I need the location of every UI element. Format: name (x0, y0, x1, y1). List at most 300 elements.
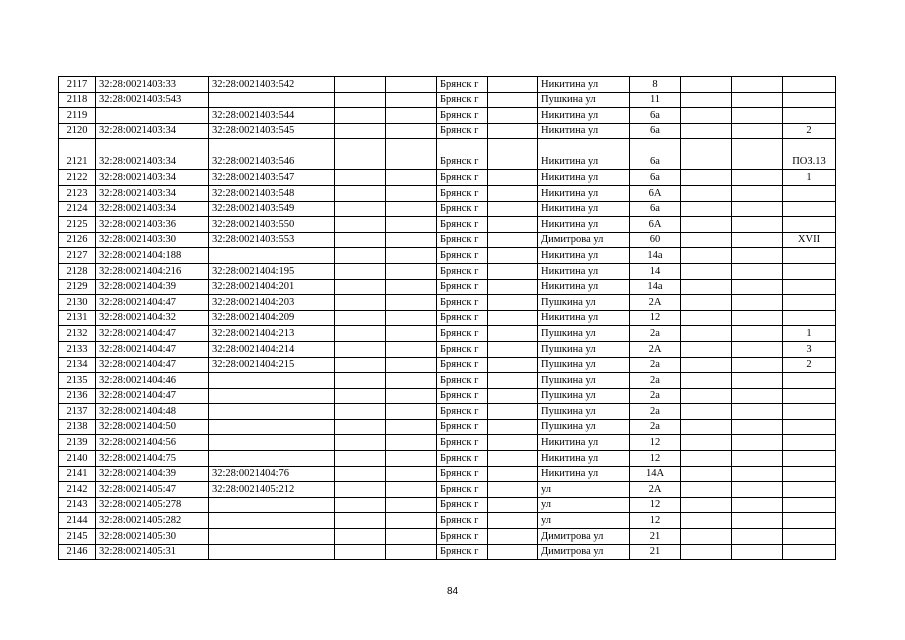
table-row (59, 170, 836, 186)
cell-cadastral-number: 32:28:0021403:543 (96, 92, 209, 108)
cell-cadastral-number: 32:28:0021404:48 (96, 404, 209, 420)
cell-object-number (209, 497, 335, 513)
cell-col-10 (681, 388, 732, 404)
cell-city: Брянск г (437, 77, 488, 93)
cell-col-7 (488, 357, 538, 373)
cell-col-4 (335, 139, 386, 170)
cell-col-5 (386, 529, 437, 545)
cell-apartment (783, 92, 836, 108)
cell-col-5 (386, 201, 437, 217)
cell-col-7 (488, 310, 538, 326)
cell-object-number: 32:28:0021403:553 (209, 232, 335, 248)
cell-col-10 (681, 357, 732, 373)
cell-col-5 (386, 77, 437, 93)
cell-city: Брянск г (437, 248, 488, 264)
cell-house-number: 12 (630, 451, 681, 467)
table-row (59, 388, 836, 404)
cell-col-5 (386, 544, 437, 560)
cell-house-number: 2А (630, 341, 681, 357)
cell-cadastral-number: 32:28:0021404:32 (96, 310, 209, 326)
cell-col-10 (681, 279, 732, 295)
cell-house-number: 11 (630, 92, 681, 108)
cell-col-5 (386, 108, 437, 124)
cell-row-number: 2121 (59, 139, 96, 170)
cell-col-7 (488, 451, 538, 467)
cell-city: Брянск г (437, 497, 488, 513)
cell-col-4 (335, 77, 386, 93)
cell-col-10 (681, 326, 732, 342)
cell-street: Никитина ул (538, 170, 630, 186)
cell-street: Никитина ул (538, 263, 630, 279)
cell-street: Никитина ул (538, 435, 630, 451)
cell-row-number: 2145 (59, 529, 96, 545)
cell-object-number (209, 419, 335, 435)
cell-col-10 (681, 139, 732, 170)
cell-row-number: 2132 (59, 326, 96, 342)
cell-col-10 (681, 435, 732, 451)
cell-apartment (783, 263, 836, 279)
cell-object-number (209, 544, 335, 560)
cell-col-4 (335, 451, 386, 467)
cell-apartment (783, 185, 836, 201)
cell-col-7 (488, 404, 538, 420)
cell-house-number: 14а (630, 248, 681, 264)
cell-col-7 (488, 388, 538, 404)
cell-city: Брянск г (437, 513, 488, 529)
cell-col-10 (681, 404, 732, 420)
cell-apartment (783, 419, 836, 435)
cell-object-number: 32:28:0021403:548 (209, 185, 335, 201)
cell-col-5 (386, 466, 437, 482)
cell-apartment (783, 295, 836, 311)
cell-city: Брянск г (437, 279, 488, 295)
cell-apartment (783, 404, 836, 420)
cell-col-4 (335, 248, 386, 264)
table-row (59, 279, 836, 295)
cell-col-10 (681, 77, 732, 93)
cell-city: Брянск г (437, 295, 488, 311)
cell-street: ул (538, 497, 630, 513)
cell-object-number (209, 529, 335, 545)
cell-row-number: 2140 (59, 451, 96, 467)
cell-house-number: 6а (630, 201, 681, 217)
cell-apartment (783, 201, 836, 217)
cell-row-number: 2127 (59, 248, 96, 264)
cell-city: Брянск г (437, 435, 488, 451)
cell-street: Димитрова ул (538, 529, 630, 545)
cell-house-number: 2а (630, 373, 681, 389)
cell-col-5 (386, 123, 437, 139)
cell-cadastral-number: 32:28:0021403:34 (96, 139, 209, 170)
cell-row-number: 2129 (59, 279, 96, 295)
cell-col-10 (681, 123, 732, 139)
cell-object-number: 32:28:0021403:545 (209, 123, 335, 139)
cell-col-11 (732, 513, 783, 529)
cell-city: Брянск г (437, 341, 488, 357)
cell-cadastral-number: 32:28:0021403:33 (96, 77, 209, 93)
cell-city: Брянск г (437, 201, 488, 217)
table-row (59, 435, 836, 451)
cell-object-number (209, 373, 335, 389)
table-row (59, 248, 836, 264)
cell-apartment (783, 451, 836, 467)
table-row (59, 357, 836, 373)
table-row (59, 232, 836, 248)
cell-house-number: 2А (630, 482, 681, 498)
cell-city: Брянск г (437, 123, 488, 139)
table-row (59, 77, 836, 93)
cell-col-5 (386, 170, 437, 186)
cell-object-number: 32:28:0021404:195 (209, 263, 335, 279)
cell-object-number (209, 92, 335, 108)
cell-row-number: 2141 (59, 466, 96, 482)
cell-cadastral-number: 32:28:0021403:34 (96, 185, 209, 201)
cell-col-11 (732, 279, 783, 295)
cell-street: Пушкина ул (538, 341, 630, 357)
table-row (59, 497, 836, 513)
cell-city: Брянск г (437, 232, 488, 248)
cell-col-11 (732, 123, 783, 139)
cell-street: Пушкина ул (538, 295, 630, 311)
cell-col-7 (488, 92, 538, 108)
cell-col-10 (681, 108, 732, 124)
cell-col-10 (681, 185, 732, 201)
cell-col-7 (488, 263, 538, 279)
cell-col-10 (681, 263, 732, 279)
cell-col-11 (732, 451, 783, 467)
cell-object-number: 32:28:0021404:215 (209, 357, 335, 373)
cell-col-7 (488, 466, 538, 482)
cell-col-10 (681, 201, 732, 217)
cell-apartment: 1 (783, 326, 836, 342)
cell-object-number (209, 435, 335, 451)
cell-street: Никитина ул (538, 248, 630, 264)
cell-house-number: 21 (630, 529, 681, 545)
cell-house-number: 6А (630, 185, 681, 201)
cell-col-11 (732, 341, 783, 357)
cell-row-number: 2143 (59, 497, 96, 513)
cell-street: Никитина ул (538, 217, 630, 233)
cell-cadastral-number: 32:28:0021404:188 (96, 248, 209, 264)
cell-city: Брянск г (437, 404, 488, 420)
cell-city: Брянск г (437, 185, 488, 201)
cell-object-number: 32:28:0021404:76 (209, 466, 335, 482)
cell-col-10 (681, 310, 732, 326)
cell-apartment (783, 466, 836, 482)
table-row (59, 201, 836, 217)
cell-house-number: 12 (630, 310, 681, 326)
cell-street: Никитина ул (538, 466, 630, 482)
cell-row-number: 2138 (59, 419, 96, 435)
cell-col-5 (386, 357, 437, 373)
cell-col-7 (488, 108, 538, 124)
cell-col-4 (335, 232, 386, 248)
cell-row-number: 2117 (59, 77, 96, 93)
cell-city: Брянск г (437, 263, 488, 279)
cell-col-10 (681, 419, 732, 435)
cell-col-5 (386, 373, 437, 389)
cell-object-number: 32:28:0021403:549 (209, 201, 335, 217)
cell-col-5 (386, 232, 437, 248)
table-row (59, 451, 836, 467)
cell-object-number: 32:28:0021404:203 (209, 295, 335, 311)
cell-street: Пушкина ул (538, 326, 630, 342)
cell-apartment (783, 544, 836, 560)
cell-street: Пушкина ул (538, 357, 630, 373)
cell-cadastral-number: 32:28:0021404:47 (96, 326, 209, 342)
cell-house-number: 14 (630, 263, 681, 279)
cell-col-4 (335, 92, 386, 108)
cell-row-number: 2123 (59, 185, 96, 201)
cell-city: Брянск г (437, 388, 488, 404)
cell-col-5 (386, 248, 437, 264)
cell-city: Брянск г (437, 482, 488, 498)
cell-col-7 (488, 185, 538, 201)
cell-col-4 (335, 217, 386, 233)
cell-cadastral-number: 32:28:0021404:50 (96, 419, 209, 435)
cell-col-5 (386, 326, 437, 342)
cell-col-4 (335, 310, 386, 326)
cell-house-number: 2а (630, 357, 681, 373)
table-row (59, 185, 836, 201)
cell-col-4 (335, 466, 386, 482)
cell-col-5 (386, 482, 437, 498)
cell-apartment: 3 (783, 341, 836, 357)
cell-house-number: 14А (630, 466, 681, 482)
cell-house-number: 12 (630, 435, 681, 451)
cell-row-number: 2133 (59, 341, 96, 357)
cell-apartment (783, 310, 836, 326)
cell-cadastral-number: 32:28:0021404:47 (96, 295, 209, 311)
cell-object-number (209, 388, 335, 404)
cell-row-number: 2130 (59, 295, 96, 311)
cell-apartment (783, 513, 836, 529)
cell-col-11 (732, 373, 783, 389)
cell-row-number: 2137 (59, 404, 96, 420)
cell-row-number: 2126 (59, 232, 96, 248)
cell-apartment (783, 482, 836, 498)
cell-row-number: 2135 (59, 373, 96, 389)
cell-row-number: 2139 (59, 435, 96, 451)
cell-cadastral-number: 32:28:0021404:39 (96, 466, 209, 482)
cell-house-number: 6а (630, 139, 681, 170)
cell-row-number: 2146 (59, 544, 96, 560)
cell-col-10 (681, 170, 732, 186)
cell-cadastral-number: 32:28:0021405:278 (96, 497, 209, 513)
cell-house-number: 2а (630, 388, 681, 404)
cell-cadastral-number: 32:28:0021404:75 (96, 451, 209, 467)
registry-table (58, 76, 836, 560)
cell-row-number: 2142 (59, 482, 96, 498)
table-row (59, 544, 836, 560)
cell-col-4 (335, 388, 386, 404)
table-row (59, 326, 836, 342)
cell-col-7 (488, 123, 538, 139)
cell-house-number: 60 (630, 232, 681, 248)
cell-house-number: 2а (630, 326, 681, 342)
cell-col-11 (732, 263, 783, 279)
cell-col-5 (386, 404, 437, 420)
cell-apartment (783, 217, 836, 233)
cell-col-4 (335, 263, 386, 279)
cell-row-number: 2125 (59, 217, 96, 233)
cell-col-11 (732, 388, 783, 404)
cell-city: Брянск г (437, 451, 488, 467)
cell-col-5 (386, 295, 437, 311)
cell-col-10 (681, 217, 732, 233)
cell-street: Пушкина ул (538, 388, 630, 404)
cell-city: Брянск г (437, 108, 488, 124)
cell-street: Никитина ул (538, 77, 630, 93)
cell-cadastral-number (96, 108, 209, 124)
cell-apartment (783, 373, 836, 389)
cell-object-number: 32:28:0021405:212 (209, 482, 335, 498)
cell-col-10 (681, 92, 732, 108)
cell-col-10 (681, 466, 732, 482)
cell-col-4 (335, 108, 386, 124)
cell-col-7 (488, 139, 538, 170)
cell-house-number: 21 (630, 544, 681, 560)
cell-cadastral-number: 32:28:0021403:34 (96, 123, 209, 139)
cell-col-11 (732, 232, 783, 248)
cell-col-11 (732, 326, 783, 342)
cell-cadastral-number: 32:28:0021405:31 (96, 544, 209, 560)
cell-col-4 (335, 497, 386, 513)
cell-city: Брянск г (437, 217, 488, 233)
table-row (59, 92, 836, 108)
table-row (59, 341, 836, 357)
cell-col-11 (732, 185, 783, 201)
cell-city: Брянск г (437, 170, 488, 186)
cell-street: Никитина ул (538, 139, 630, 170)
cell-city: Брянск г (437, 139, 488, 170)
cell-col-5 (386, 279, 437, 295)
table-row (59, 373, 836, 389)
cell-apartment (783, 529, 836, 545)
cell-cadastral-number: 32:28:0021404:47 (96, 388, 209, 404)
cell-col-11 (732, 466, 783, 482)
cell-col-4 (335, 123, 386, 139)
cell-col-11 (732, 108, 783, 124)
cell-object-number: 32:28:0021404:214 (209, 341, 335, 357)
cell-row-number: 2122 (59, 170, 96, 186)
cell-col-11 (732, 357, 783, 373)
cell-col-5 (386, 341, 437, 357)
table-row (59, 419, 836, 435)
cell-col-5 (386, 92, 437, 108)
table-row (59, 123, 836, 139)
cell-row-number: 2128 (59, 263, 96, 279)
cell-object-number: 32:28:0021404:213 (209, 326, 335, 342)
cell-col-4 (335, 357, 386, 373)
cell-col-5 (386, 139, 437, 170)
cell-apartment: 2 (783, 357, 836, 373)
cell-col-11 (732, 201, 783, 217)
cell-apartment (783, 388, 836, 404)
cell-cadastral-number: 32:28:0021404:47 (96, 341, 209, 357)
cell-object-number: 32:28:0021403:544 (209, 108, 335, 124)
cell-cadastral-number: 32:28:0021403:34 (96, 170, 209, 186)
cell-object-number: 32:28:0021404:209 (209, 310, 335, 326)
table-row (59, 217, 836, 233)
cell-col-11 (732, 92, 783, 108)
cell-col-4 (335, 544, 386, 560)
cell-col-11 (732, 529, 783, 545)
cell-col-10 (681, 295, 732, 311)
cell-col-7 (488, 279, 538, 295)
cell-col-10 (681, 373, 732, 389)
cell-cadastral-number: 32:28:0021404:46 (96, 373, 209, 389)
cell-col-7 (488, 326, 538, 342)
cell-col-7 (488, 529, 538, 545)
cell-col-7 (488, 170, 538, 186)
cell-col-5 (386, 185, 437, 201)
cell-street: Димитрова ул (538, 544, 630, 560)
cell-col-11 (732, 170, 783, 186)
cell-row-number: 2124 (59, 201, 96, 217)
cell-col-4 (335, 341, 386, 357)
cell-house-number: 12 (630, 513, 681, 529)
cell-col-4 (335, 513, 386, 529)
cell-apartment (783, 108, 836, 124)
cell-col-11 (732, 435, 783, 451)
cell-cadastral-number: 32:28:0021403:36 (96, 217, 209, 233)
cell-apartment (783, 435, 836, 451)
cell-city: Брянск г (437, 310, 488, 326)
cell-col-7 (488, 513, 538, 529)
cell-street: Пушкина ул (538, 373, 630, 389)
table-row (59, 263, 836, 279)
cell-city: Брянск г (437, 373, 488, 389)
table-row (59, 482, 836, 498)
cell-col-4 (335, 404, 386, 420)
cell-object-number: 32:28:0021403:550 (209, 217, 335, 233)
cell-col-5 (386, 451, 437, 467)
cell-apartment (783, 248, 836, 264)
cell-col-4 (335, 435, 386, 451)
cell-col-10 (681, 248, 732, 264)
cell-col-5 (386, 419, 437, 435)
table-row (59, 139, 836, 170)
cell-city: Брянск г (437, 92, 488, 108)
cell-street: Никитина ул (538, 451, 630, 467)
cell-col-7 (488, 435, 538, 451)
cell-street: Никитина ул (538, 123, 630, 139)
cell-col-5 (386, 497, 437, 513)
cell-house-number: 6а (630, 170, 681, 186)
cell-city: Брянск г (437, 326, 488, 342)
table-row (59, 108, 836, 124)
cell-col-10 (681, 529, 732, 545)
cell-col-11 (732, 404, 783, 420)
cell-apartment: 2 (783, 123, 836, 139)
cell-col-7 (488, 217, 538, 233)
cell-city: Брянск г (437, 529, 488, 545)
cell-col-11 (732, 310, 783, 326)
cell-apartment: ПОЗ.13 (783, 139, 836, 170)
cell-col-4 (335, 279, 386, 295)
cell-street: Пушкина ул (538, 92, 630, 108)
cell-apartment (783, 279, 836, 295)
cell-street: Никитина ул (538, 201, 630, 217)
cell-col-11 (732, 217, 783, 233)
cell-row-number: 2134 (59, 357, 96, 373)
cell-street: Пушкина ул (538, 404, 630, 420)
table-row (59, 529, 836, 545)
cell-house-number: 8 (630, 77, 681, 93)
cell-col-11 (732, 139, 783, 170)
cell-col-5 (386, 513, 437, 529)
